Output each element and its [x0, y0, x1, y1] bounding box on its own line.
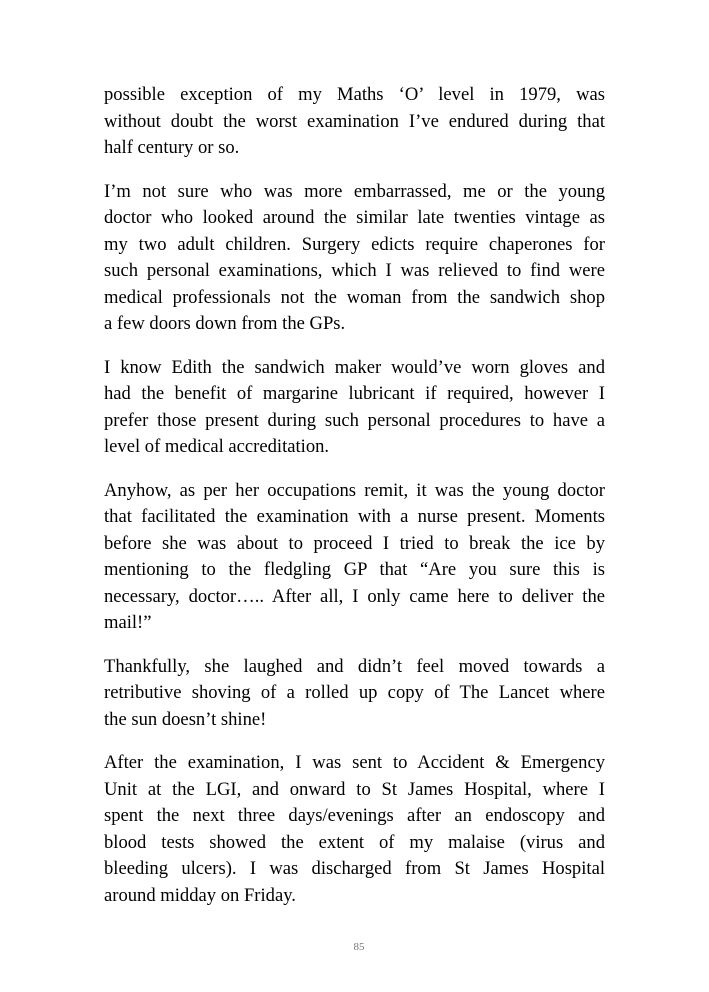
- text-line: mentioning to the fledgling GP that “Are you sure this is: [104, 559, 605, 580]
- paragraph: [104, 654, 605, 734]
- text-line: before she was about to proceed I tried to break the ice by: [104, 532, 605, 554]
- text-line: prefer those present during such personal procedures to have a: [104, 409, 605, 431]
- text-line: medical professionals not the woman from the sandwich shop: [104, 286, 605, 308]
- text-line: After the examination, I was sent to Accident & Emergency: [104, 752, 605, 773]
- text-line: retributive shoving of a rolled up copy of The Lancet where: [104, 682, 605, 703]
- text-line: I know Edith the sandwich maker would’ve worn gloves and: [104, 356, 605, 378]
- text-line: doctor who looked around the similar late twenties vintage as: [104, 207, 605, 228]
- text-line: level of medical accreditation.: [104, 436, 330, 457]
- text-line: Anyhow, as per her occupations remit, it was the young doctor: [104, 479, 605, 501]
- text-line: spent the next three days/evenings after an endoscopy and: [104, 805, 605, 826]
- text-line: had the benefit of margarine lubricant if required, however I: [104, 383, 605, 404]
- paragraph: [104, 478, 605, 637]
- text-line: possible exception of my Maths ‘O’ level in 1979, was: [104, 84, 605, 105]
- text-line: my two adult children. Surgery edicts require chaperones for: [104, 233, 605, 255]
- text-line: a few doors down from the GPs.: [104, 313, 346, 334]
- text-line: that facilitated the examination with a nurse present. Moments: [104, 506, 605, 527]
- text-line: half century or so.: [104, 137, 240, 158]
- paragraph: [104, 82, 605, 162]
- text-line: without doubt the worst examination I’ve endured during that: [104, 110, 605, 132]
- text-line: I’m not sure who was more embarrassed, me or the young: [104, 180, 605, 202]
- paragraph: [104, 750, 605, 909]
- paragraph: [104, 179, 605, 338]
- text-line: around midday on Friday.: [104, 884, 296, 906]
- text-line: necessary, doctor….. After all, I only came here to deliver the: [104, 585, 605, 607]
- text-line: such personal examinations, which I was relieved to find were: [104, 260, 605, 281]
- text-line: bleeding ulcers). I was discharged from St James Hospital: [104, 858, 605, 879]
- page-body: [104, 82, 605, 926]
- page-number: 85: [353, 941, 365, 953]
- text-line: mail!”: [104, 612, 152, 633]
- text-line: Unit at the LGI, and onward to St James Hospital, where I: [104, 778, 605, 800]
- paragraph: [104, 355, 605, 461]
- text-line: the sun doesn’t shine!: [104, 708, 267, 730]
- text-line: blood tests showed the extent of my malaise (virus and: [104, 831, 605, 853]
- text-line: Thankfully, she laughed and didn’t feel moved towards a: [104, 655, 605, 677]
